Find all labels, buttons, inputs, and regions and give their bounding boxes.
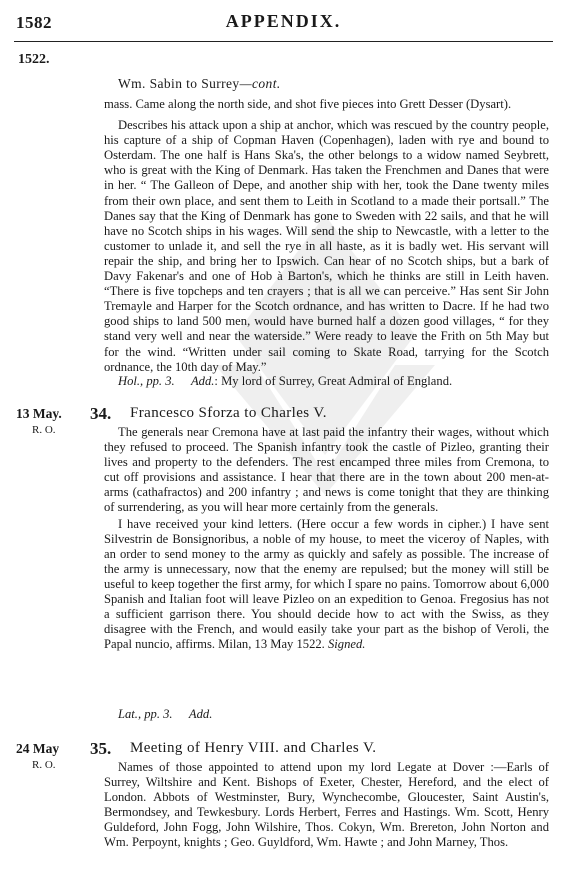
entry-number: 34. (90, 404, 112, 423)
entry-heading (130, 740, 545, 757)
paragraph: mass. Came along the north side, and shot five pieces into Grett Desser (Dysart). (104, 97, 512, 111)
heading-recipient: Charles V. (260, 405, 327, 421)
heading-prefix: Meeting of (130, 740, 205, 756)
entry-heading (130, 405, 545, 422)
signed-note: Signed. (327, 637, 366, 652)
footer-text: : My lord of Surrey, Great Admiral of England. (214, 374, 453, 388)
heading-author: Wm. Sabin (118, 76, 183, 91)
heading-cont: —cont. (239, 76, 281, 91)
header-rule (14, 41, 553, 42)
heading-and: and (279, 740, 311, 756)
entry-number: 35. (90, 739, 112, 758)
entry-footer (118, 707, 549, 722)
paragraph: I have received your kind letters. (Here occur a few words in cipher.) I have sent Silvestrin de Bonsignoribus, a noble of my house, to meet the viceroy of Naples, with an order to send money to the army as quickly and safely as possible. The increase of the army is unnecessary, now that the enemy are repulsed; but the money will still be useful to keep together the first army, for which I spare no pains. Tomorrow about 6,000 Spanish and Italian foot will leave Pizleo on an expedition to Genoa. Fregosius has not a sufficient garrison there. You should decide how to act with the Swiss, as they disagree with the French, and would easily take your part as the bishop of Veroli, the Papal nuncio, affirms. Milan, 13 May 1522. Signed. (104, 516, 549, 652)
entry-date: 24 May (16, 741, 60, 756)
heading-rest: to Surrey (182, 76, 240, 91)
footer-description: Hol., pp. 3. (118, 374, 175, 388)
entry-source: R. O. (32, 759, 56, 771)
heading-party-one: Henry VIII. (204, 740, 280, 756)
entry-body (104, 760, 549, 851)
paragraph: The generals near Cremona have at last paid the infantry their wages, without which they refused to proceed. The Spanish infantry took the castle of Pizleo, granting their lives and property to the defenders. The rest encamped three miles from Cremona, to cut off provisions and assistance. I hear that there are in the town about 200 men-at-arms (cathafractos) and 200 infantry ; and news is come tonight that they are thinking of surrendering, as you will hear more certainly from the generals. (104, 425, 549, 515)
paragraph: Describes his attack upon a ship at anchor, which was rescued by the country people, his capture of a ship of Copman Haven (Copenhagen), laden with rye and bound to Osterdam. The one half is Hans Ska's, the other belongs to a widow named Seybrett, who is great with the King of Denmark. Has taken the Frenchmen and Danes that were in her. “ The Galleon of Depe, and another ship with her, took the Dane twenty miles from their own place, and sent them to Leith in Scotland to a made their portsall.” The Danes say that the King of Denmark has gone to Sweden with 22 sails, and that he will have no Scotch ships in his wages. Will send the ship to Newcastle, with a letter to the customer to unlade it, and sell the rye in all haste, as it is badly wet. His servant will repair the ship, and bring her to Ipswich. Can hear of no Scotch ships, but a bark of Davy Fakenar's and one of Hob à Barton's, which he thinks are still in Leith haven. “There is five topcheps and ten crayers ; that is all we can perceive.” Has sent Sir John Tremayle and Harper for the Scotch ordnance, and has written to Dacre. If he had two good ships to land 500 men, would have burned half a dozen good villages, “ for they stand very well and near the waterside.” Were ready to leave the Frith on 5th May but for the wind. “Written under sail coming to Skate Road, tarrying for the Scotch ordnance, the 10th day of May.” (104, 118, 549, 374)
paragraph: Names of those appointed to attend upon my lord Legate at Dover :—Earls of Surrey, Wiltshire and Kent. Bishops of Exeter, Chester, Hereford, and the elect of London. Abbots of Westminster, Bury, Wynchecombe, Gloucester, Saint Austin's, Bermondsey, and Tewkesbury. Lords Herbert, Ferres and Hastings. Wm. Scott, Henry Guldeford, John Fogg, John Wilshire, Thos. Cokyn, Wm. Brereton, John Norton and Wm. Perpoynt, knights ; Geo. Guyldford, Wm. Hawte ; and John Marney, Thos. (104, 760, 549, 850)
page-title: APPENDIX. (225, 11, 342, 31)
footer-add: Add. (188, 707, 213, 721)
entry-source: R. O. (32, 424, 56, 436)
footer-add: Add. (190, 374, 215, 388)
entry-date: 13 May. (16, 406, 62, 421)
heading-author: Francesco Sforza (130, 405, 241, 421)
entry-body (104, 97, 549, 375)
entry-body (104, 425, 549, 652)
footer-description: Lat., pp. 3. (118, 707, 173, 721)
page-number: 1582 (16, 13, 52, 32)
year-marker: 1522. (18, 52, 50, 67)
heading-party-two: Charles V. (310, 740, 377, 756)
entry-footer (118, 374, 549, 389)
entry-heading (118, 76, 545, 92)
heading-to: to (240, 405, 261, 421)
